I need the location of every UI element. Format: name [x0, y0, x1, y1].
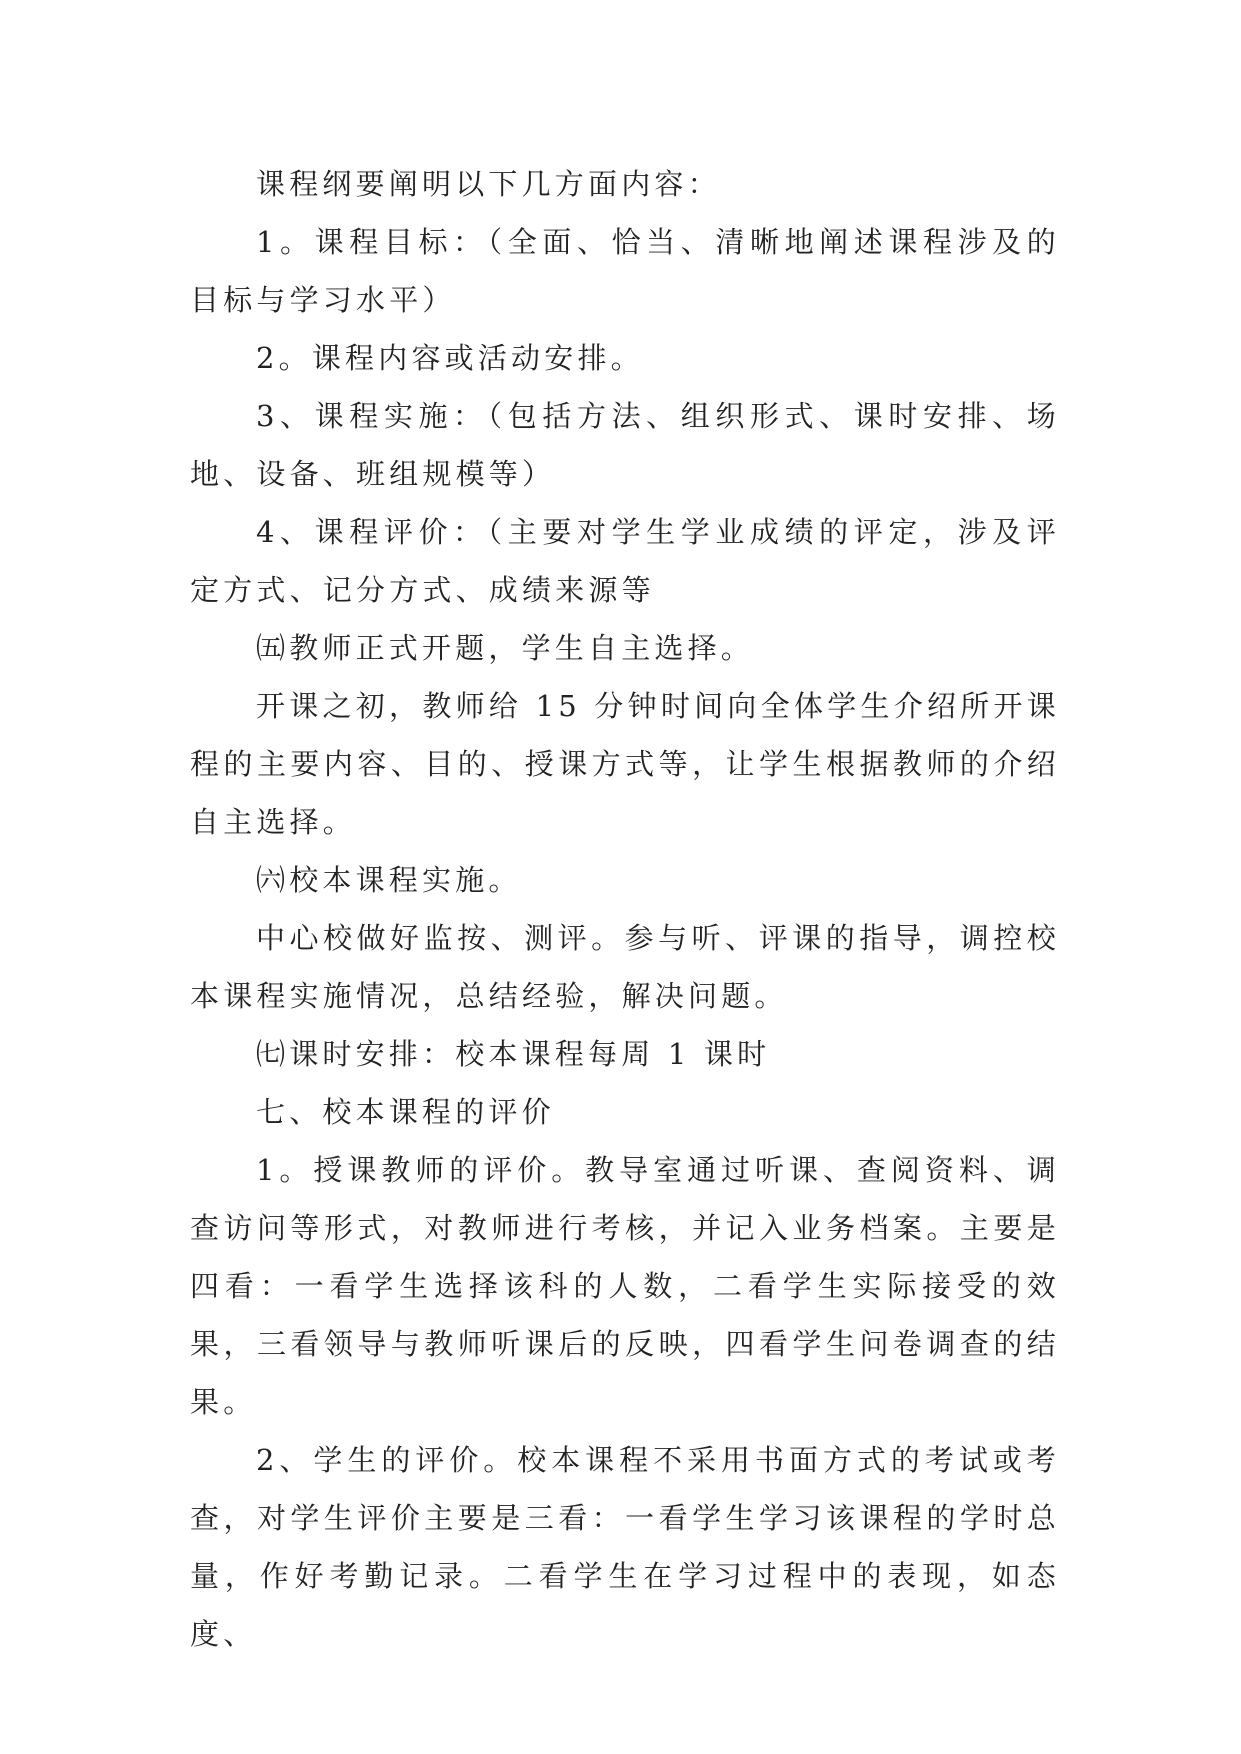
- paragraph-section-5-heading: ㈤教师正式开题，学生自主选择。: [256, 631, 755, 665]
- paragraph-course-introduction: 开课之初，教师给 15 分钟时间向全体学生介绍所开课程的主要内容、目的、授课方式等，让学生根据教师的介绍自主选择。: [190, 689, 1060, 839]
- paragraph-section-7-schedule: ㈦课时安排：校本课程每周 1 课时: [256, 1037, 771, 1071]
- paragraph-student-evaluation: 2、学生的评价。校本课程不采用书面方式的考试或考查，对学生评价主要是三看：一看学生学习该课程的学时总量，作好考勤记录。二看学生在学习过程中的表现，如态度、: [190, 1443, 1060, 1651]
- document-body: [190, 155, 1060, 1663]
- paragraph-course-content: 2。课程内容或活动安排。: [256, 341, 644, 375]
- paragraph-course-goals: 1。课程目标：（全面、恰当、清晰地阐述课程涉及的目标与学习水平）: [190, 225, 1060, 317]
- paragraph-center-school-duties: 中心校做好监按、测评。参与听、评课的指导，调控校本课程实施情况，总结经验，解决问题。: [190, 921, 1060, 1013]
- paragraph-section-heading-evaluation: 七、校本课程的评价: [256, 1095, 555, 1129]
- paragraph-teacher-evaluation: 1。授课教师的评价。教导室通过听课、查阅资料、调查访问等形式，对教师进行考核，并记入业务档案。主要是四看：一看学生选择该科的人数，二看学生实际接受的效果，三看领导与教师听课后的反映，四看学生问卷调查的结果。: [190, 1153, 1060, 1419]
- paragraph-outline-intro: 课程纲要阐明以下几方面内容：: [256, 167, 721, 201]
- paragraph-section-6-heading: ㈥校本课程实施。: [256, 863, 522, 897]
- paragraph-course-evaluation: 4、课程评价：（主要对学生学业成绩的评定，涉及评定方式、记分方式、成绩来源等: [190, 515, 1060, 607]
- paragraph-course-implementation: 3、课程实施：（包括方法、组织形式、课时安排、场地、设备、班组规模等）: [190, 399, 1060, 491]
